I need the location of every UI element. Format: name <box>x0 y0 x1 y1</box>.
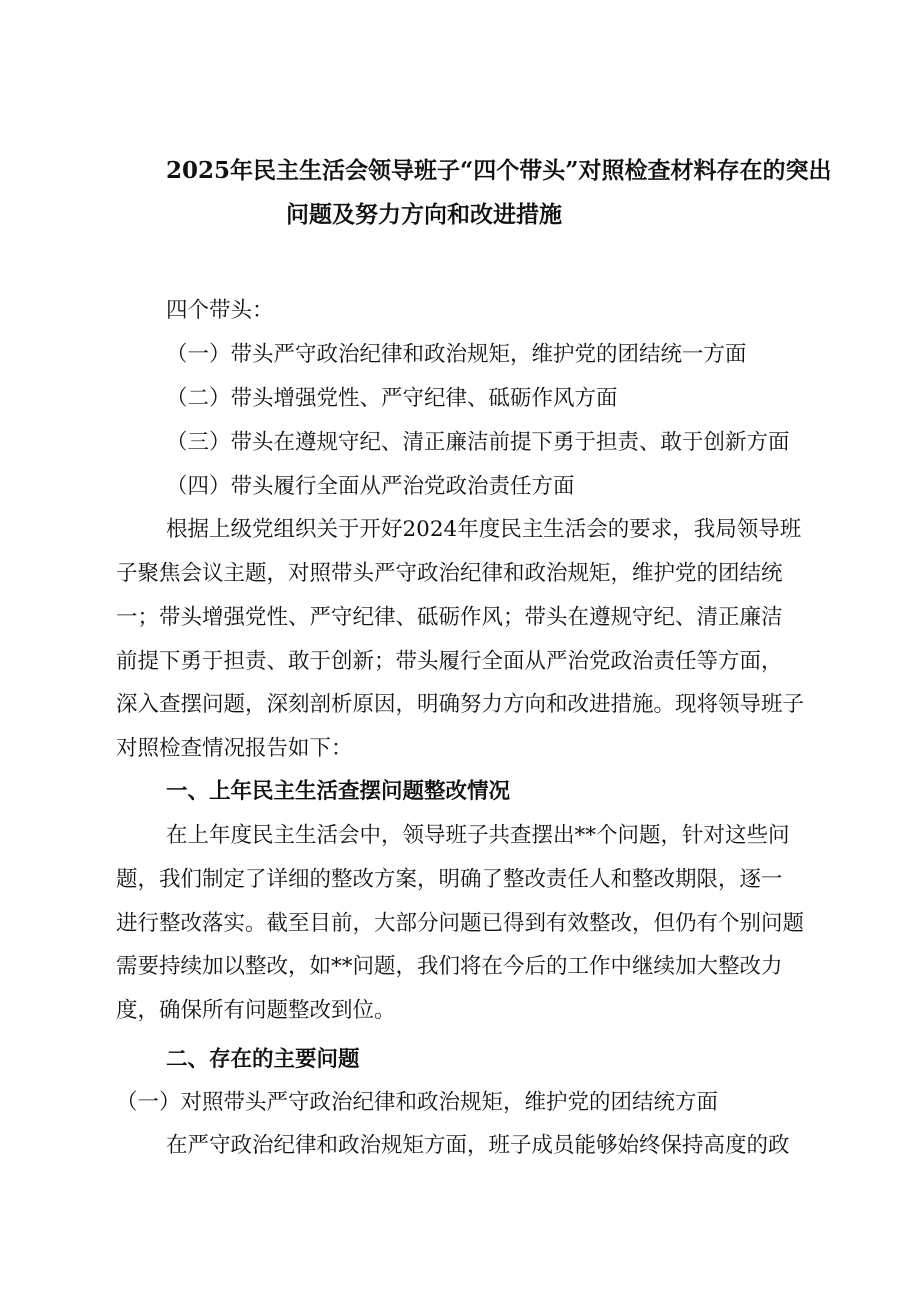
paragraph-3-line-1: 在严守政治纪律和政治规矩方面，班子成员能够始终保持高度的政 <box>166 1133 790 1158</box>
four-item-2: （二）带头增强党性、严守纪律、砥砺作风方面 <box>166 386 618 411</box>
section-2-heading: 二、存在的主要问题 <box>166 1047 360 1072</box>
paragraph-1-line-1: 根据上级党组织关于开好2024年度民主生活会的要求，我局领导班 <box>166 517 802 542</box>
subsection-1-heading: （一）对照带头严守政治纪律和政治规矩，维护党的团结统方面 <box>116 1090 719 1115</box>
paragraph-2-line-1: 在上年度民主生活会中，领导班子共查摆出**个问题，针对这些问 <box>166 823 790 848</box>
paragraph-2-line-5: 度，确保所有问题整改到位。 <box>116 998 396 1023</box>
paragraph-2-line-2: 题，我们制定了详细的整改方案，明确了整改责任人和整改期限，逐一 <box>116 867 783 892</box>
paragraph-1-line-4: 前提下勇于担责、敢于创新；带头履行全面从严治党政治责任等方面， <box>116 649 783 674</box>
paragraph-1-line-5: 深入查摆问题，深刻剖析原因，明确努力方向和改进措施。现将领导班子 <box>116 692 805 717</box>
four-item-3: （三）带头在遵规守纪、清正廉洁前提下勇于担责、敢于创新方面 <box>166 430 790 455</box>
document-title-line-2: 问题及努力方向和改进措施 <box>286 201 562 228</box>
paragraph-2-line-4: 需要持续加以整改，如**问题，我们将在今后的工作中继续加大整改力 <box>116 954 783 979</box>
paragraph-1-line-3: 一；带头增强党性、严守纪律、砥砺作风；带头在遵规守纪、清正廉洁 <box>116 605 783 630</box>
paragraph-1-line-6: 对照检查情况报告如下： <box>116 736 353 761</box>
paragraph-2-line-3: 进行整改落实。截至目前，大部分问题已得到有效整改，但仍有个别问题 <box>116 911 805 936</box>
document-title-line-1: 2025年民主生活会领导班子“四个带头”对照检查材料存在的突出 <box>166 157 832 184</box>
intro-heading: 四个带头： <box>166 298 274 323</box>
four-item-4: （四）带头履行全面从严治党政治责任方面 <box>166 474 575 499</box>
section-1-heading: 一、上年民主生活查摆问题整改情况 <box>166 779 511 804</box>
four-item-1: （一）带头严守政治纪律和政治规矩，维护党的团结统一方面 <box>166 342 747 367</box>
paragraph-1-line-2: 子聚焦会议主题，对照带头严守政治纪律和政治规矩，维护党的团结统 <box>116 561 783 586</box>
